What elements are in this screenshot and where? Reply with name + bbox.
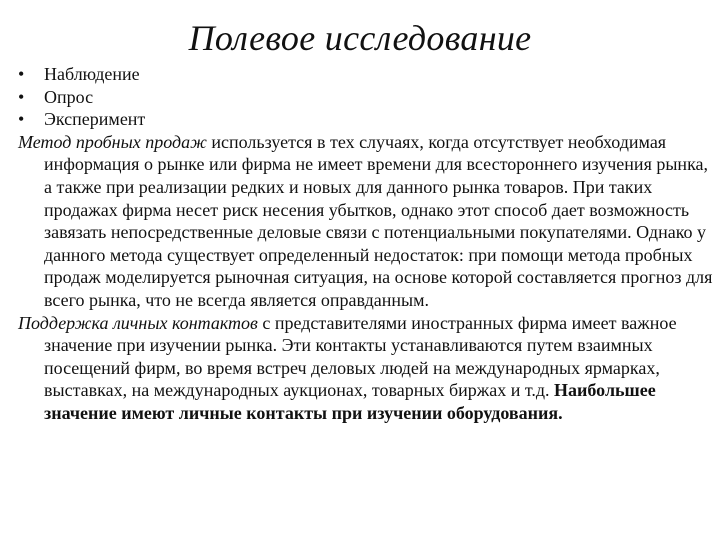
bullet-item-survey bbox=[18, 86, 716, 109]
slide-body bbox=[18, 63, 716, 425]
bullet-item-observation bbox=[18, 63, 716, 86]
bullet-list bbox=[18, 63, 716, 131]
paragraph-emphasis: Наибольшее значение имеют личные контакты при изучении оборудования. bbox=[44, 380, 656, 423]
paragraph-text: с представителями иностранных фирма имеет важное значение при изучении рынка. Эти контакты устанавливаются путем взаимных посещений фирм, во время встреч деловых людей на международных ярмарках, выставках, на международных аукционах, товарных биржах и т.д. bbox=[44, 312, 677, 401]
bullet-icon: • bbox=[18, 64, 25, 84]
bullet-item-experiment bbox=[18, 108, 716, 131]
bullet-text: Наблюдение bbox=[44, 64, 140, 84]
bullet-icon: • bbox=[18, 86, 25, 107]
bullet-text: Опрос bbox=[44, 86, 94, 107]
paragraph-personal-contacts bbox=[18, 312, 716, 425]
bullet-text: Эксперимент bbox=[44, 109, 146, 130]
paragraph-trial-sales bbox=[18, 131, 716, 312]
paragraph-text: используется в тех случаях, когда отсутствует необходимая информация о рынке или фирма не имеет времени для всестороннего изучения рынка, а также при реализации редких и новых для данного рынка товаров. При таких продажах фирма несет риск несения убытков, однако этот способ дает возможность завязать непосредственные деловые связи с потенциальными покупателями. Однако у данного метода существует определенный недостаток: при помощи метода пробных продаж моделируется рыночная ситуация, на основе которой составляется прогноз для всего рынка, что не всегда является оправданным. bbox=[44, 131, 713, 310]
paragraph-lead-term: Метод пробных продаж bbox=[18, 131, 207, 152]
slide-title: Полевое исследование bbox=[188, 18, 532, 58]
paragraph-lead-term: Поддержка личных контактов bbox=[18, 312, 258, 333]
bullet-icon: • bbox=[18, 109, 25, 130]
